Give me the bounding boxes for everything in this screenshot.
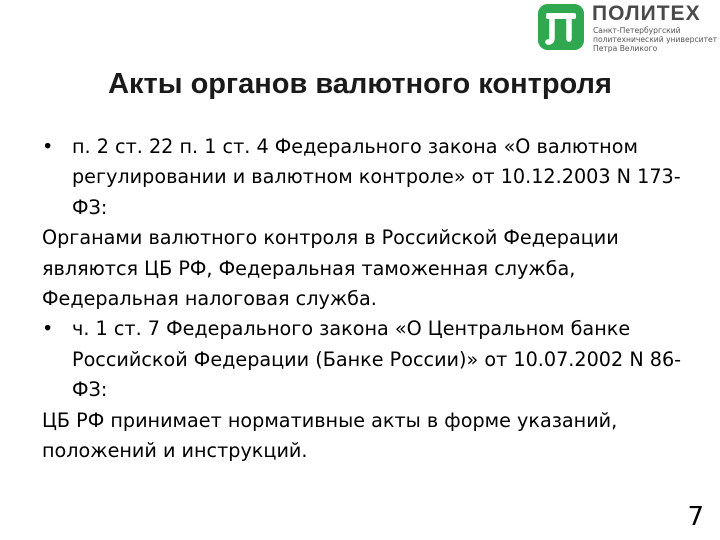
- bullet-marker: •: [42, 135, 54, 158]
- bullet-item: [42, 314, 692, 405]
- bullet-item: [42, 132, 692, 223]
- slide-title: Акты органов валютного контроля: [108, 68, 612, 100]
- bullet-marker: •: [42, 317, 54, 341]
- bullet-text: п. 2 ст. 22 п. 1 ст. 4 Федерального закона «О валютном регулировании и валютном контроле» от 10.12.2003 N 173-ФЗ:: [72, 135, 681, 219]
- paragraph: Органами валютного контроля в Российской Федерации являются ЦБ РФ, Федеральная таможенная служба, Федеральная налоговая служба.: [42, 226, 619, 311]
- logo-name: ПОЛИТЕХ: [592, 2, 701, 25]
- bullet-text: ч. 1 ст. 7 Федерального закона «О Центральном банке Российской Федерации (Банке России)» от 10.07.2002 N 86-ФЗ:: [72, 317, 682, 402]
- paragraph: ЦБ РФ принимает нормативные акты в форме указаний, положений и инструкций.: [42, 408, 618, 463]
- polytech-mark-glyph: [538, 4, 584, 50]
- logo-subtitle-line: Санкт-Петербургский: [593, 26, 681, 35]
- university-logo: [538, 2, 716, 54]
- logo-subtitle-line: политехнический университет: [593, 35, 718, 44]
- slide-content: [42, 132, 692, 466]
- page-number: 7: [687, 502, 704, 532]
- logo-subtitle-line: Петра Великого: [593, 44, 658, 53]
- logo-subtitle: [593, 26, 717, 53]
- polytech-logo-icon: [538, 4, 584, 50]
